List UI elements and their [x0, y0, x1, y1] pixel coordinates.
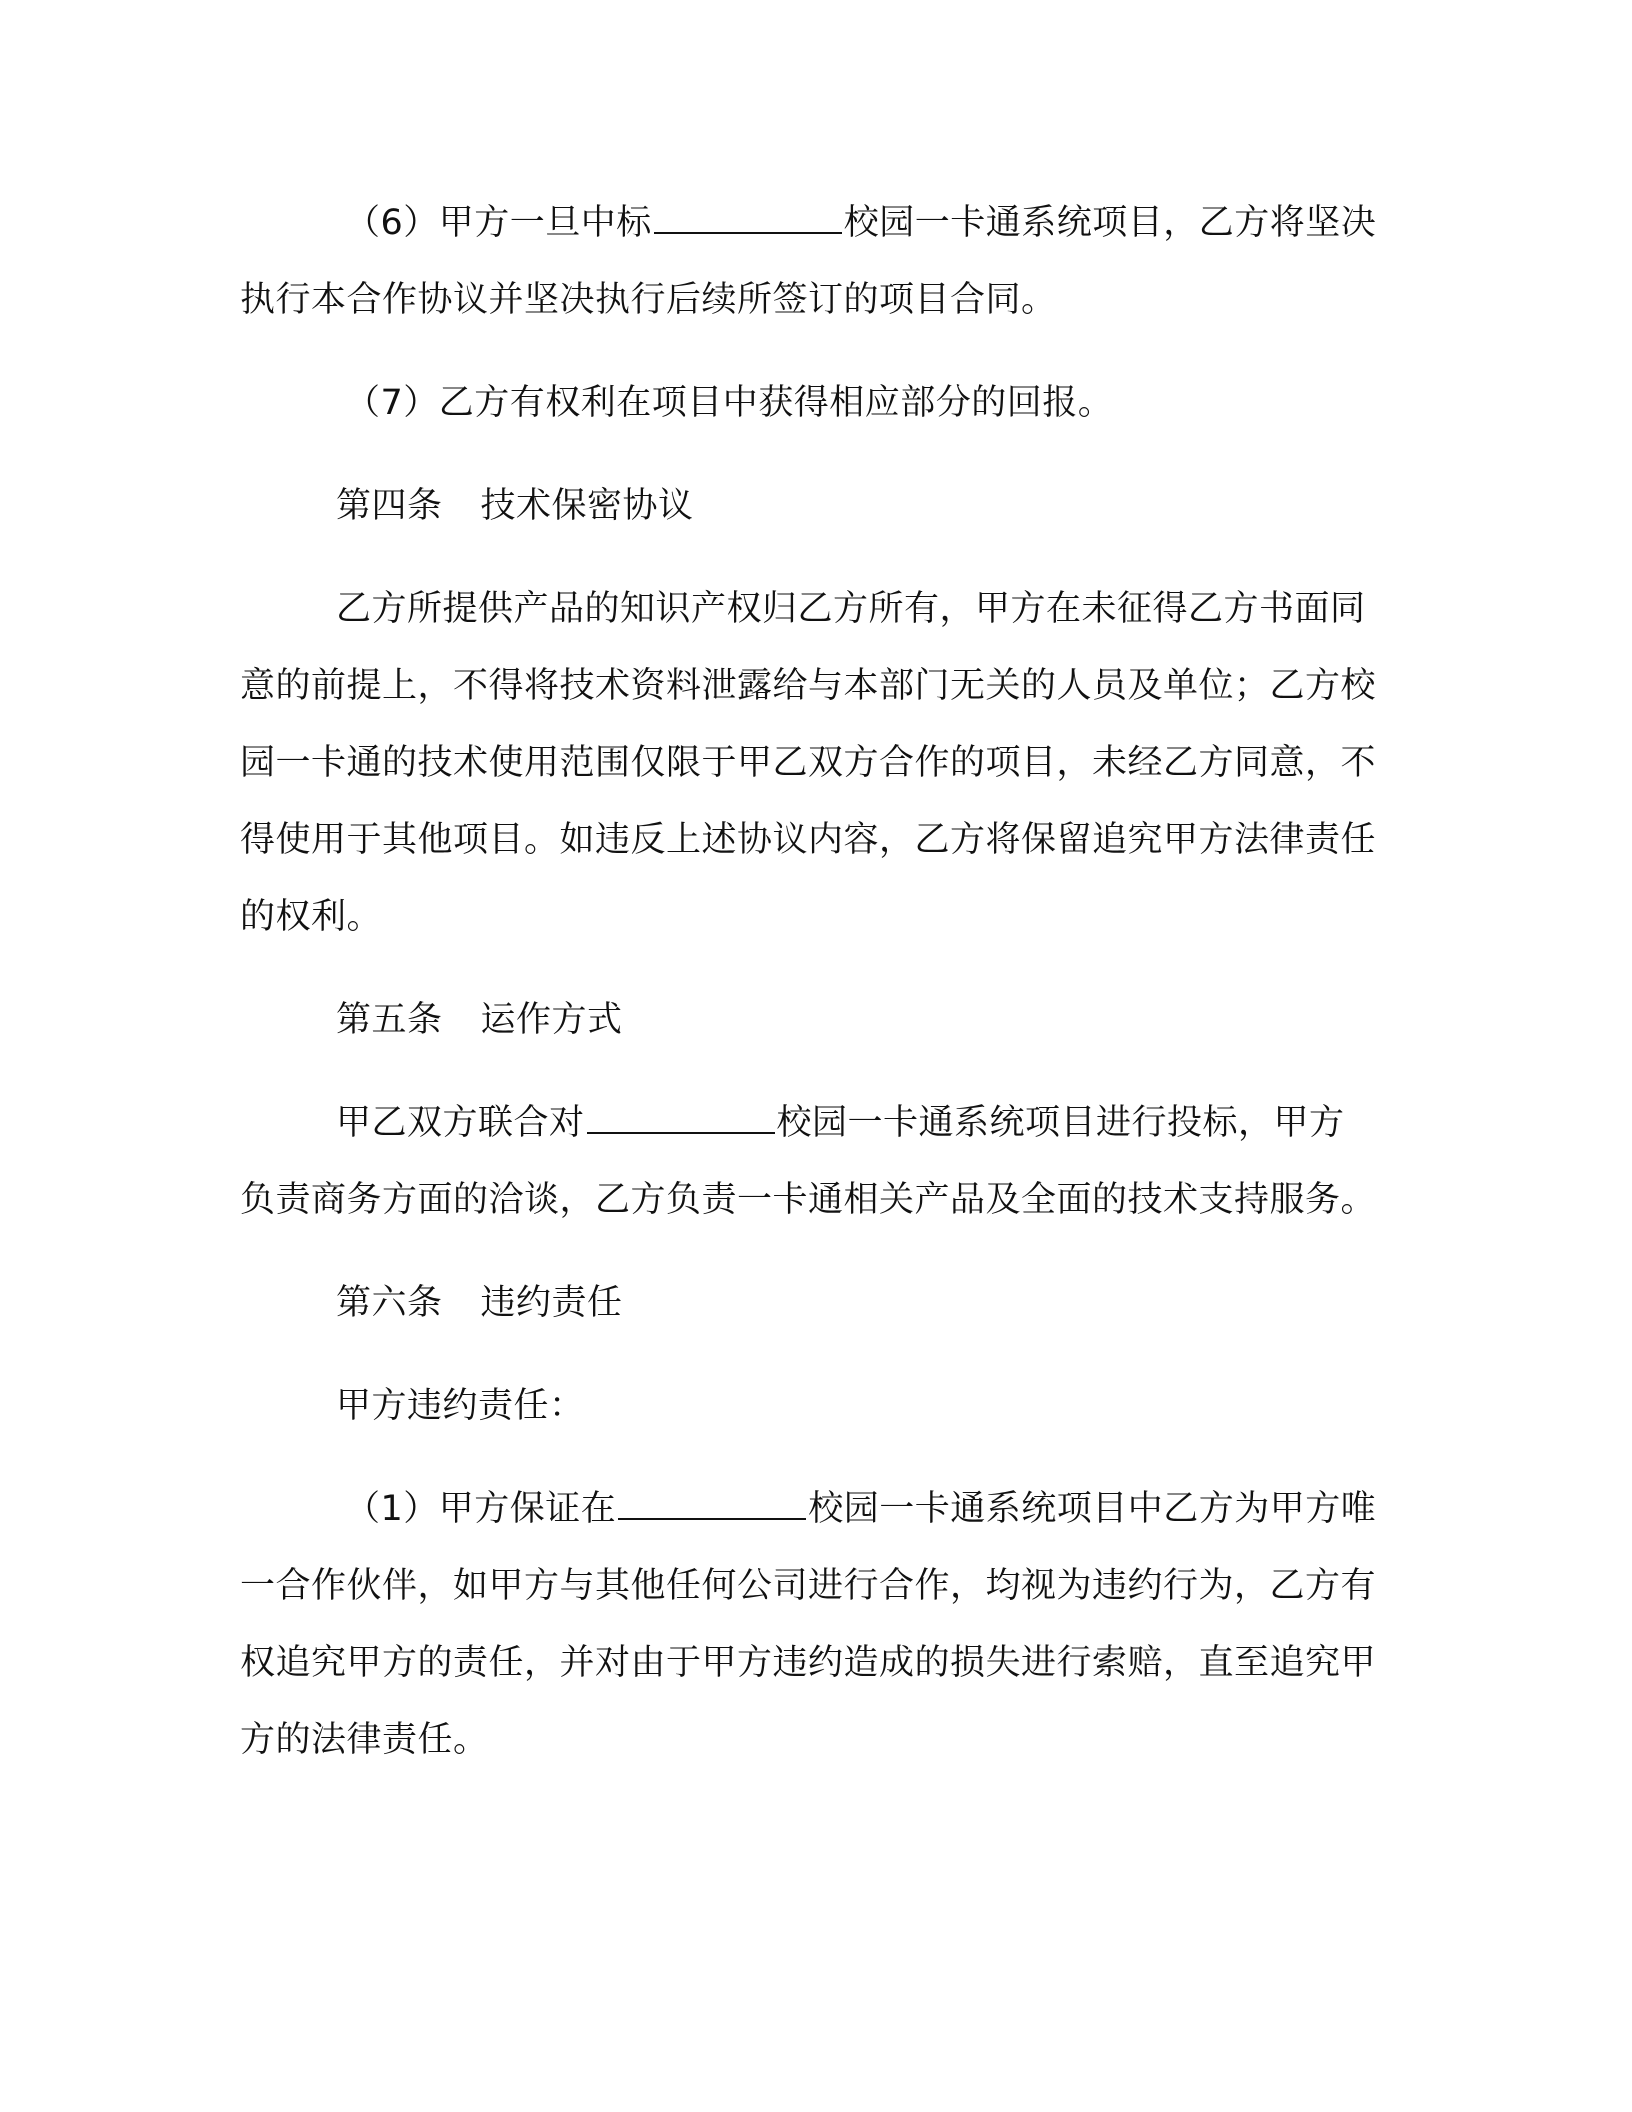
clause-7: （7）乙方有权利在项目中获得相应部分的回报。 — [345, 383, 1114, 423]
clause-6 — [240, 185, 1380, 339]
blank-line — [618, 1488, 806, 1520]
blank-line — [587, 1102, 775, 1134]
breach-clause-1-lead: （1）甲方保证在 — [345, 1489, 617, 1529]
article-5-title: 运作方式 — [480, 1000, 623, 1040]
article-4-number: 第四条 — [336, 486, 443, 526]
article-6-title: 违约责任 — [480, 1283, 623, 1323]
article-4-title: 技术保密协议 — [480, 486, 694, 526]
clause-6-rest: 校园一卡通系统项目，乙方将坚决执行本合作协议并坚决执行后续所签订的项目合同。 — [240, 203, 1377, 320]
article-6-heading — [240, 1265, 1380, 1342]
article-6-number: 第六条 — [336, 1283, 443, 1323]
breach-clause-1-rest: 校园一卡通系统项目中乙方为甲方唯一合作伙伴，如甲方与其他任何公司进行合作，均视为违约行为，乙方有权追究甲方的责任，并对由于甲方违约造成的损失进行索赔，直至追究甲方的法律责任。 — [240, 1489, 1377, 1760]
article-5-body — [240, 1085, 1380, 1239]
party-a-breach-heading: 甲方违约责任： — [336, 1386, 585, 1426]
article-5-heading — [240, 982, 1380, 1059]
article-5-rest: 校园一卡通系统项目进行投标，甲方负责商务方面的洽谈，乙方负责一卡通相关产品及全面的技术支持服务。 — [240, 1103, 1377, 1220]
article-4-body: 乙方所提供产品的知识产权归乙方所有，甲方在未征得乙方书面同意的前提上，不得将技术资料泄露给与本部门无关的人员及单位；乙方校园一卡通的技术使用范围仅限于甲乙双方合作的项目，未经乙方同意，不得使用于其他项目。如违反上述协议内容，乙方将保留追究甲方法律责任的权利。 — [240, 589, 1377, 937]
document-body — [240, 185, 1380, 1779]
clause-6-lead: （6）甲方一旦中标 — [345, 203, 652, 243]
article-5-lead: 甲乙双方联合对 — [336, 1103, 585, 1143]
article-5-number: 第五条 — [336, 1000, 443, 1040]
article-4-heading — [240, 468, 1380, 545]
breach-clause-1 — [240, 1471, 1380, 1779]
blank-line — [654, 202, 842, 234]
